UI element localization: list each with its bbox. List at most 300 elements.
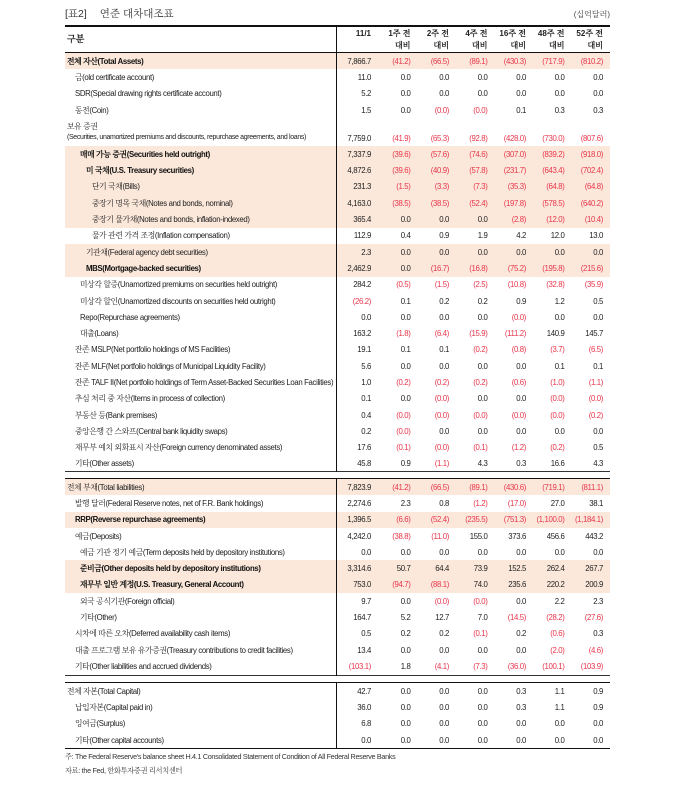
value-cell: 0.0 bbox=[400, 719, 411, 729]
value-cell: (27.6) bbox=[584, 613, 603, 623]
value-cell: (12.0) bbox=[546, 215, 565, 225]
row-label bbox=[65, 686, 336, 697]
header-column-line2: 대비 bbox=[472, 40, 488, 50]
value-cell: (52.4) bbox=[469, 198, 488, 208]
value-cell: (231.7) bbox=[503, 166, 526, 176]
value-cell: (0.1) bbox=[473, 443, 488, 453]
row-label-text: 기관채(Federal agency debt securities) bbox=[86, 247, 208, 257]
row-label-text: 단기 국채(Bills) bbox=[92, 182, 140, 192]
value-cell: (839.2) bbox=[542, 149, 565, 159]
value-cell: 2,462.9 bbox=[347, 263, 371, 273]
value-cell: (7.3) bbox=[473, 661, 488, 671]
value-cell: (2.8) bbox=[511, 215, 526, 225]
source-note: 자료: the Fed, 한화투자증권 리서치센터 bbox=[65, 766, 183, 775]
value-cell: 164.7 bbox=[353, 613, 371, 623]
value-cell: 0.0 bbox=[400, 263, 411, 273]
row-label-text: 전체 자본(Total Capital) bbox=[67, 686, 141, 696]
value-cell: (0.2) bbox=[473, 345, 488, 355]
value-cell: (35.9) bbox=[584, 280, 603, 290]
value-cell: 0.0 bbox=[361, 735, 371, 745]
value-cell: 0.0 bbox=[516, 719, 526, 729]
value-cell: (0.0) bbox=[434, 596, 449, 606]
value-cell: (0.2) bbox=[473, 377, 488, 387]
value-cell: 155.0 bbox=[469, 531, 488, 541]
table-row bbox=[65, 118, 610, 146]
row-label bbox=[65, 377, 336, 388]
row-label-text: 재무부 일반 계정(U.S. Treasury, General Account) bbox=[80, 580, 244, 590]
value-cell: 4,242.0 bbox=[347, 531, 371, 541]
value-cell: 0.3 bbox=[516, 702, 526, 712]
row-label bbox=[65, 121, 336, 143]
value-cell: 0.2 bbox=[400, 629, 411, 639]
value-cell: 373.6 bbox=[508, 531, 526, 541]
value-cell: (307.0) bbox=[503, 149, 526, 159]
table-row bbox=[65, 325, 610, 341]
value-cell: 7,759.0 bbox=[347, 134, 371, 144]
value-cell: 74.0 bbox=[473, 580, 488, 590]
value-cell: (64.8) bbox=[584, 182, 603, 192]
value-cell: (40.9) bbox=[430, 166, 449, 176]
value-cell: 0.0 bbox=[593, 89, 603, 99]
value-cell: (197.8) bbox=[503, 198, 526, 208]
value-cell: 45.8 bbox=[357, 459, 371, 469]
value-cell: (0.6) bbox=[511, 377, 526, 387]
header-column-line1: 16주 전 bbox=[499, 28, 526, 38]
value-cell: 0.9 bbox=[439, 231, 449, 241]
row-label-text: MBS(Mortgage-backed securities) bbox=[86, 263, 201, 273]
value-cell: 0.0 bbox=[477, 547, 488, 557]
value-cell: (643.4) bbox=[542, 166, 565, 176]
value-cell: 0.0 bbox=[477, 426, 488, 436]
row-label-text: 금(old certificate account) bbox=[75, 72, 155, 82]
table-row bbox=[65, 626, 610, 642]
value-cell: 0.0 bbox=[516, 596, 526, 606]
value-cell: (11.0) bbox=[431, 531, 449, 541]
value-cell: (1,100.0) bbox=[536, 515, 565, 525]
row-label bbox=[65, 702, 336, 713]
row-label-text: 기타(Other liabilities and accrued dividends) bbox=[75, 661, 212, 671]
value-cell: (52.4) bbox=[430, 515, 449, 525]
value-cell: 1.1 bbox=[554, 686, 565, 696]
row-label bbox=[65, 661, 336, 672]
row-label-text: 추심 처리 중 자산(Items in process of collection) bbox=[75, 394, 225, 404]
value-cell: (1.1) bbox=[434, 459, 449, 469]
value-cell: (1.5) bbox=[396, 182, 411, 192]
value-cell: (32.8) bbox=[546, 280, 565, 290]
row-label-subtext: (Securities, unamortized premiums and discounts, repurchase agreements, and loans) bbox=[67, 134, 306, 142]
header-column bbox=[336, 28, 375, 52]
row-label-text: 대출(Loans) bbox=[80, 329, 119, 339]
value-cell: 4.3 bbox=[593, 459, 603, 469]
value-cell: 4.2 bbox=[516, 231, 526, 241]
value-cell: (1.2) bbox=[511, 443, 526, 453]
value-cell: 0.0 bbox=[554, 426, 565, 436]
value-cell: (6.6) bbox=[396, 515, 411, 525]
value-cell: 0.3 bbox=[593, 105, 603, 115]
table-row bbox=[65, 260, 610, 276]
value-cell: (235.5) bbox=[465, 515, 488, 525]
value-cell: 0.1 bbox=[361, 394, 371, 404]
value-cell: (38.8) bbox=[392, 531, 411, 541]
table-row bbox=[65, 309, 610, 325]
value-cell: 7,337.9 bbox=[347, 149, 371, 159]
row-label-text: 외국 공식기관(Foreign official) bbox=[80, 596, 175, 606]
row-label-text: 미상각 할증(Unamortized premiums on securities held outright) bbox=[80, 280, 278, 290]
table-row bbox=[65, 495, 610, 511]
value-cell: 0.1 bbox=[593, 361, 603, 371]
value-cell: (0.8) bbox=[511, 345, 526, 355]
table-row bbox=[65, 102, 610, 118]
value-cell: (0.0) bbox=[396, 410, 411, 420]
value-cell: 0.9 bbox=[400, 459, 411, 469]
value-cell: 0.0 bbox=[439, 645, 449, 655]
value-cell: 0.3 bbox=[554, 105, 565, 115]
value-cell: (0.1) bbox=[396, 443, 411, 453]
value-cell: 12.7 bbox=[435, 613, 449, 623]
row-label-text: 중장기 물가채(Notes and bonds, inflation-indexed) bbox=[92, 215, 250, 225]
row-label bbox=[65, 198, 336, 209]
value-cell: 19.1 bbox=[357, 345, 371, 355]
row-label bbox=[65, 165, 336, 176]
value-cell: (39.6) bbox=[392, 149, 411, 159]
header-column-line1: 11/1 bbox=[355, 28, 371, 38]
value-cell: 0.0 bbox=[400, 105, 411, 115]
value-cell: 4.3 bbox=[477, 459, 488, 469]
row-label bbox=[65, 149, 336, 160]
header-column-line2: 대비 bbox=[395, 40, 411, 50]
table-row bbox=[65, 53, 610, 69]
value-cell: 0.0 bbox=[400, 735, 411, 745]
header-column-line1: 4주 전 bbox=[465, 28, 488, 38]
table-row bbox=[65, 293, 610, 309]
value-cell: 42.7 bbox=[357, 686, 371, 696]
row-label-text: 미 국채(U.S. Treasury securities) bbox=[86, 166, 194, 176]
value-cell: 0.0 bbox=[516, 89, 526, 99]
value-cell: 5.2 bbox=[400, 613, 411, 623]
row-label bbox=[65, 482, 336, 493]
value-cell: 0.0 bbox=[439, 312, 449, 322]
row-label-text: 기타(Other) bbox=[80, 613, 117, 623]
value-cell: 0.4 bbox=[361, 410, 371, 420]
row-label bbox=[65, 645, 336, 656]
table-row bbox=[65, 544, 610, 560]
header-column-line2: 대비 bbox=[510, 40, 526, 50]
table-row bbox=[65, 211, 610, 227]
table-row bbox=[65, 423, 610, 439]
row-label-text: 납입자본(Capital paid in) bbox=[75, 702, 153, 712]
value-cell: (195.8) bbox=[542, 263, 565, 273]
value-cell: 0.0 bbox=[477, 361, 488, 371]
value-cell: 0.5 bbox=[593, 443, 603, 453]
row-label bbox=[65, 328, 336, 339]
row-label bbox=[65, 498, 336, 509]
value-cell: 0.0 bbox=[400, 686, 411, 696]
value-cell: 0.0 bbox=[593, 719, 603, 729]
table-row bbox=[65, 374, 610, 390]
row-label-text: Repo(Repurchase agreements) bbox=[80, 312, 180, 322]
row-label bbox=[65, 393, 336, 404]
value-cell: 0.0 bbox=[477, 312, 488, 322]
row-label-text: 물가 관련 가격 조정(Inflation compensation) bbox=[92, 231, 230, 241]
value-cell: 0.0 bbox=[516, 247, 526, 257]
value-cell: (92.8) bbox=[469, 134, 488, 144]
value-cell: 0.0 bbox=[439, 719, 449, 729]
value-cell: (0.0) bbox=[473, 105, 488, 115]
table-row bbox=[65, 699, 610, 715]
value-cell: 0.0 bbox=[400, 89, 411, 99]
value-cell: 0.0 bbox=[554, 72, 565, 82]
value-cell: (38.5) bbox=[392, 198, 411, 208]
table-row bbox=[65, 479, 610, 495]
row-label bbox=[65, 263, 336, 274]
row-label-text: 재무부 예치 외화표시 자산(Foreign currency denominated assets) bbox=[75, 443, 283, 453]
table-row bbox=[65, 179, 610, 195]
value-cell: 267.7 bbox=[585, 564, 603, 574]
value-cell: 0.0 bbox=[439, 735, 449, 745]
value-cell: 0.0 bbox=[400, 361, 411, 371]
value-cell: (88.1) bbox=[430, 580, 449, 590]
table-row bbox=[65, 244, 610, 260]
header-column-line2: 대비 bbox=[587, 40, 603, 50]
value-cell: 753.0 bbox=[353, 580, 371, 590]
value-cell: (730.0) bbox=[542, 134, 565, 144]
value-cell: (702.4) bbox=[580, 166, 603, 176]
value-cell: 0.2 bbox=[361, 426, 371, 436]
value-cell: (74.6) bbox=[469, 149, 488, 159]
value-cell: 0.0 bbox=[554, 735, 565, 745]
row-label bbox=[65, 442, 336, 453]
value-cell: (0.0) bbox=[434, 443, 449, 453]
value-cell: 0.0 bbox=[516, 394, 526, 404]
value-cell: 0.0 bbox=[439, 215, 449, 225]
row-label bbox=[65, 312, 336, 323]
value-cell: 1,396.5 bbox=[347, 515, 371, 525]
table-title-text: 연준 대차대조표 bbox=[99, 8, 174, 20]
row-label-text: 중앙은행 간 스와프(Central bank liquidity swaps) bbox=[75, 426, 228, 436]
value-cell: 0.3 bbox=[516, 686, 526, 696]
value-cell: 0.1 bbox=[400, 345, 411, 355]
value-cell: (807.6) bbox=[580, 134, 603, 144]
value-cell: 0.0 bbox=[593, 426, 603, 436]
value-cell: (717.9) bbox=[542, 56, 565, 66]
value-cell: (39.6) bbox=[392, 166, 411, 176]
row-label-text: 잉여금(Surplus) bbox=[75, 719, 126, 729]
value-cell: 50.7 bbox=[396, 564, 411, 574]
table-header bbox=[65, 27, 610, 52]
value-cell: 2,274.6 bbox=[347, 498, 371, 508]
value-cell: (14.5) bbox=[507, 613, 526, 623]
value-cell: 3,314.6 bbox=[347, 564, 371, 574]
value-cell: (215.6) bbox=[580, 263, 603, 273]
value-cell: (0.0) bbox=[588, 394, 603, 404]
value-cell: (103.1) bbox=[348, 661, 371, 671]
value-cell: 0.0 bbox=[593, 735, 603, 745]
value-cell: 17.6 bbox=[357, 443, 371, 453]
value-cell: 4,163.0 bbox=[347, 198, 371, 208]
value-cell: 0.0 bbox=[361, 312, 371, 322]
row-label bbox=[65, 181, 336, 192]
header-column-line1: 48주 전 bbox=[537, 28, 565, 38]
value-cell: 0.3 bbox=[593, 629, 603, 639]
table-title bbox=[65, 6, 174, 21]
header-column-line1: 2주 전 bbox=[426, 28, 449, 38]
value-cell: 365.4 bbox=[353, 215, 371, 225]
value-cell: 0.0 bbox=[439, 702, 449, 712]
row-label-text: 잔존 MLF(Net portfolio holdings of Municipal Liquidity Facility) bbox=[75, 361, 266, 371]
value-cell: 0.0 bbox=[439, 89, 449, 99]
header-column bbox=[375, 28, 414, 52]
header-column-line1: 1주 전 bbox=[388, 28, 411, 38]
value-cell: 13.0 bbox=[589, 231, 603, 241]
value-cell: 235.6 bbox=[508, 580, 526, 590]
row-label-text: 보유 증권 bbox=[67, 122, 98, 132]
value-cell: (428.0) bbox=[503, 134, 526, 144]
liabilities-bottom-rule bbox=[65, 675, 610, 676]
liabilities-section bbox=[65, 479, 610, 675]
row-label-text: 시차에 따른 오차(Deferred availability cash items) bbox=[75, 629, 231, 639]
row-label bbox=[65, 563, 336, 574]
value-cell: (811.1) bbox=[581, 482, 603, 492]
table-row bbox=[65, 456, 610, 472]
table-row bbox=[65, 228, 610, 244]
row-label bbox=[65, 230, 336, 241]
row-label bbox=[65, 547, 336, 558]
value-cell: (57.6) bbox=[430, 149, 449, 159]
table-row bbox=[65, 407, 610, 423]
value-cell: 2.3 bbox=[400, 498, 411, 508]
header-label: 구분 bbox=[67, 34, 85, 44]
value-cell: (4.6) bbox=[588, 645, 603, 655]
value-cell: 12.0 bbox=[550, 231, 565, 241]
row-label bbox=[65, 426, 336, 437]
value-cell: 0.0 bbox=[361, 547, 371, 557]
value-cell: 0.0 bbox=[593, 72, 603, 82]
value-cell: (0.6) bbox=[550, 629, 565, 639]
value-cell: (16.7) bbox=[430, 263, 449, 273]
value-cell: 0.0 bbox=[439, 361, 449, 371]
value-cell: 2.2 bbox=[554, 596, 565, 606]
value-cell: 152.5 bbox=[508, 564, 526, 574]
value-cell: (7.3) bbox=[473, 182, 488, 192]
capital-section bbox=[65, 683, 610, 748]
value-cell: 0.0 bbox=[477, 686, 488, 696]
value-cell: 0.0 bbox=[400, 247, 411, 257]
value-cell: (6.4) bbox=[434, 329, 449, 339]
value-cell: 38.1 bbox=[589, 498, 603, 508]
value-cell: (111.2) bbox=[504, 329, 526, 339]
value-cell: 0.0 bbox=[554, 89, 565, 99]
table-row bbox=[65, 342, 610, 358]
row-label bbox=[65, 596, 336, 607]
value-cell: (2.5) bbox=[473, 280, 488, 290]
table-row bbox=[65, 69, 610, 85]
value-cell: (0.0) bbox=[550, 410, 565, 420]
value-cell: (41.2) bbox=[392, 56, 411, 66]
row-label-text: 대출 프로그램 보유 유가증권(Treasury contributions to credit facilities) bbox=[75, 645, 293, 655]
value-cell: 73.9 bbox=[473, 564, 488, 574]
header-column-line1: 52주 전 bbox=[576, 28, 603, 38]
value-cell: 0.0 bbox=[554, 247, 565, 257]
value-cell: (10.4) bbox=[584, 215, 603, 225]
value-cell: (0.0) bbox=[511, 410, 526, 420]
row-label bbox=[65, 296, 336, 307]
value-cell: (36.0) bbox=[507, 661, 526, 671]
value-cell: (430.3) bbox=[503, 56, 526, 66]
value-cell: 0.0 bbox=[400, 72, 411, 82]
value-cell: 456.6 bbox=[546, 531, 565, 541]
row-label-text: 중장기 명목 국채(Notes and bonds, nominal) bbox=[92, 198, 233, 208]
row-label bbox=[65, 628, 336, 639]
value-cell: 0.0 bbox=[477, 215, 488, 225]
row-label bbox=[65, 410, 336, 421]
value-cell: 0.0 bbox=[477, 702, 488, 712]
row-label-text: 미상각 할인(Unamortized discounts on securities held outright) bbox=[80, 296, 276, 306]
table-row bbox=[65, 577, 610, 593]
value-cell: 0.0 bbox=[400, 394, 411, 404]
row-label bbox=[65, 279, 336, 290]
footnote: 주: The Federal Reserve's balance sheet H.4.1 Consolidated Statement of Condition of All Federal Reserve Banks bbox=[65, 752, 396, 761]
row-label bbox=[65, 579, 336, 590]
value-cell: 0.0 bbox=[516, 72, 526, 82]
value-cell: 163.2 bbox=[353, 329, 371, 339]
table-row bbox=[65, 162, 610, 178]
value-cell: (1.2) bbox=[473, 498, 488, 508]
row-label-text: RRP(Reverse repurchase agreements) bbox=[75, 515, 206, 525]
value-cell: 0.0 bbox=[477, 719, 488, 729]
value-cell: (100.1) bbox=[542, 661, 565, 671]
table-row bbox=[65, 716, 610, 732]
value-cell: (0.5) bbox=[396, 280, 411, 290]
row-label-text: 동전(Coin) bbox=[75, 105, 109, 115]
value-cell: (430.6) bbox=[503, 482, 526, 492]
value-cell: (1.0) bbox=[550, 377, 565, 387]
value-cell: (1,184.1) bbox=[574, 515, 603, 525]
row-label bbox=[65, 214, 336, 225]
value-cell: (16.8) bbox=[469, 263, 488, 273]
value-cell: 0.0 bbox=[516, 735, 526, 745]
value-cell: 0.0 bbox=[439, 686, 449, 696]
table-row bbox=[65, 560, 610, 576]
value-cell: 2.3 bbox=[361, 247, 371, 257]
header-column bbox=[568, 28, 607, 52]
value-cell: 1.0 bbox=[361, 377, 371, 387]
value-cell: (57.8) bbox=[469, 166, 488, 176]
value-cell: 200.9 bbox=[585, 580, 603, 590]
value-cell: 0.0 bbox=[400, 645, 411, 655]
row-label-text: 준비금(Other deposits held by depository institutions) bbox=[80, 564, 261, 574]
row-label bbox=[65, 735, 336, 746]
value-cell: 0.9 bbox=[593, 686, 603, 696]
value-cell: (0.2) bbox=[434, 377, 449, 387]
value-cell: (66.5) bbox=[430, 482, 449, 492]
table-row bbox=[65, 732, 610, 748]
value-cell: 0.1 bbox=[516, 105, 526, 115]
value-cell: (64.8) bbox=[546, 182, 565, 192]
value-cell: 36.0 bbox=[357, 702, 371, 712]
value-cell: 0.0 bbox=[477, 89, 488, 99]
value-cell: 0.1 bbox=[554, 361, 565, 371]
table-row bbox=[65, 642, 610, 658]
value-cell: 0.0 bbox=[593, 312, 603, 322]
value-cell: 262.4 bbox=[546, 564, 565, 574]
header-column bbox=[414, 28, 453, 52]
value-cell: (0.2) bbox=[396, 377, 411, 387]
table-row bbox=[65, 195, 610, 211]
value-cell: 0.2 bbox=[516, 629, 526, 639]
value-cell: 0.9 bbox=[516, 296, 526, 306]
value-cell: 0.0 bbox=[439, 426, 449, 436]
value-cell: (35.3) bbox=[507, 182, 526, 192]
